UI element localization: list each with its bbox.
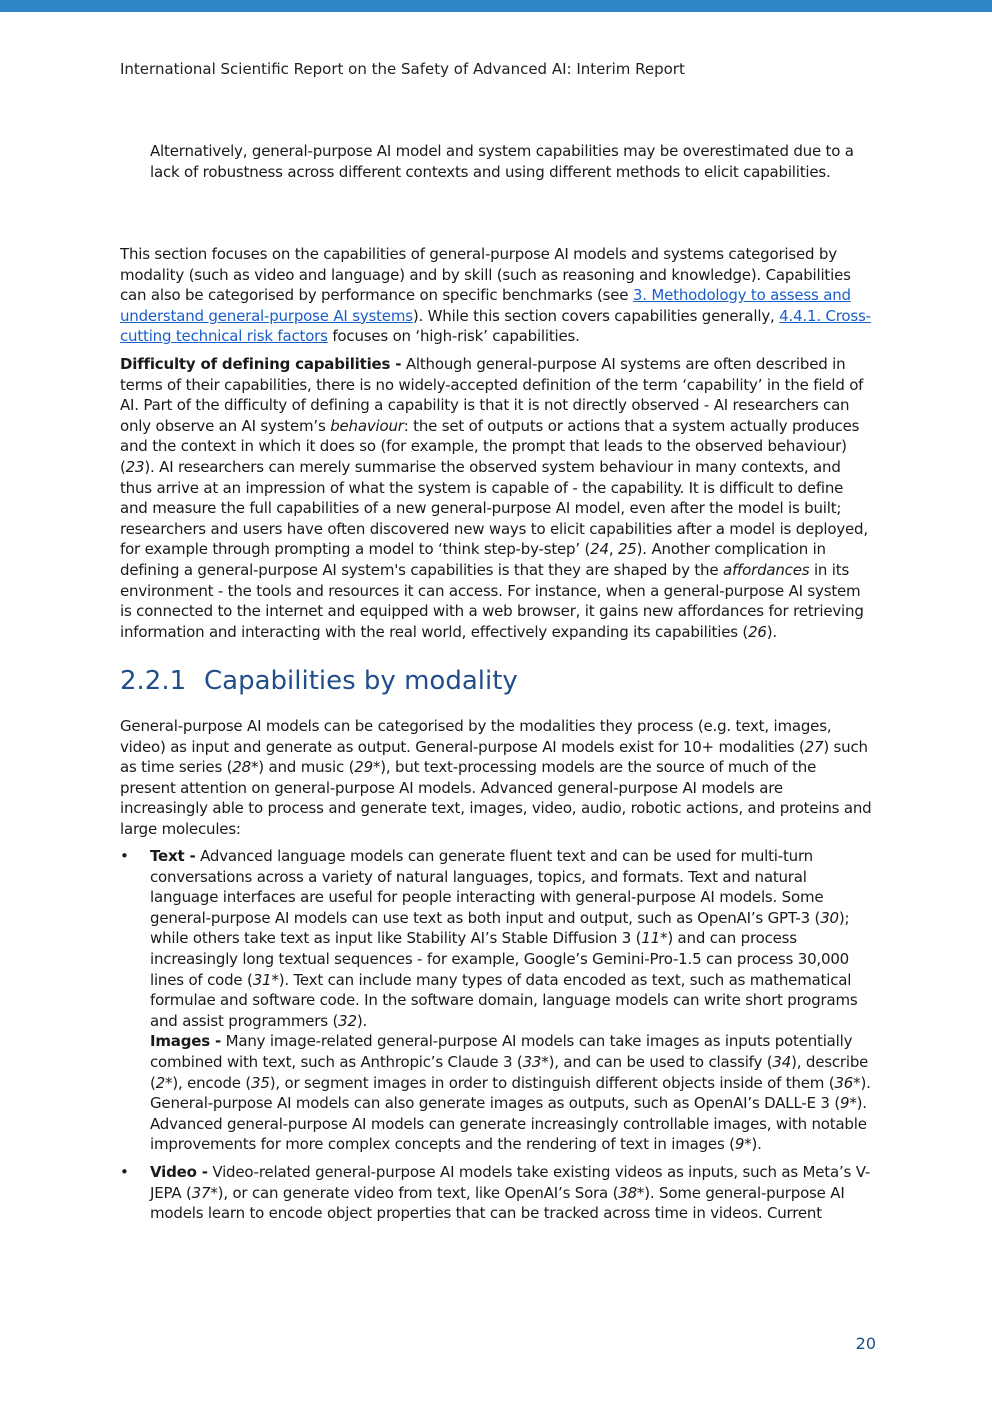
citation: 38* <box>618 1183 645 1202</box>
citation: 32 <box>338 1011 357 1030</box>
callout-text <box>150 141 872 182</box>
citation: 33* <box>522 1052 549 1071</box>
top-accent-bar <box>0 0 992 12</box>
images-label: Images - <box>150 1032 222 1051</box>
citation: 27 <box>804 737 824 756</box>
citation: 31* <box>252 970 279 989</box>
citation: 9* <box>839 1094 857 1113</box>
modality-paragraph: General-purpose AI models can be categorised by the modalities they process (e.g. text, images, video) as input and generate as output. General-purpose AI models exist for 10+ modalities (27) such as time series (28*) and music (29*), but text-processing models are the source of much of the present attention on general-purpose AI models. Advanced general-purpose AI models are increasingly able to process and generate text, images, video, audio, robotic actions, and proteins and large molecules: <box>120 717 872 838</box>
citation: 28* <box>232 758 259 777</box>
intro-paragraph: This section focuses on the capabilities of general-purpose AI models and systems categorised by modality (such as video and language) and by skill (such as reasoning and knowledge). Capabilities can also be categorised by performance on specific benchmarks (see 3. Methodology to assess and understand general-purpose AI systems). While this section covers capabilities generally, 4.4.1. Cross-cutting technical risk factors focuses on ‘high-risk’ capabilities. <box>120 245 871 346</box>
link-cross-cutting-risk-factors[interactable]: 4.4.1. Cross-cutting technical risk factors <box>120 306 871 346</box>
list-item-video: • Video - Video-related general-purpose AI models take existing videos as inputs, such as Meta’s V-JEPA (37*), or can generate video from text, like OpenAI’s Sora (38*). Some general-purpose AI models learn to encode object properties that can be tracked across time in videos. Current <box>120 1162 871 1223</box>
citation: 11* <box>641 929 668 948</box>
modality-list <box>120 846 872 1231</box>
citation: 2* <box>155 1073 173 1092</box>
citation: 25 <box>617 540 637 559</box>
callout-paragraph: Alternatively, general-purpose AI model and system capabilities may be overestimated due to a lack of robustness across different contexts and using different methods to elicit capabilities. <box>150 142 854 181</box>
citation: 35 <box>251 1073 270 1092</box>
citation: 30 <box>820 908 839 927</box>
difficulty-label: Difficulty of defining capabilities - <box>120 355 402 373</box>
citation: 24 <box>590 540 609 559</box>
bullet-icon: • <box>120 1162 129 1181</box>
link-methodology[interactable]: 3. Methodology to assess and understand general-purpose AI systems <box>120 286 851 325</box>
list-item-text: • Text - Advanced language models can generate fluent text and can be used for multi-turn conversations across a variety of natural languages, topics, and formats. Text and natural language interfaces are useful for people interacting with general-purpose AI models. Some general-purpose AI models can use text as both input and output, such as OpenAI’s GPT-3 (30); while others take text as input like Stability AI’s Stable Diffusion 3 (11*) and can process increasingly long textual sequences - for example, Google’s Gemini-Pro-1.5 can process 30,000 lines of code (31*). Text can include many types of data encoded as text, such as mathematical formulae and software code. In the software domain, language models can write short programs and assist programmers (32). Images - Many image-related general-purpose AI models can take images as inputs potentially combined with text, such as Anthropic’s Claude 3 (33*), and can be used to classify (34), describe (2*), encode (35), or segment images in order to distinguish different objects inside of them (36*). General-purpose AI models can also generate images as outputs, such as OpenAI’s DALL-E 3 (9*). Advanced general-purpose AI models can generate increasingly controllable images, with notable improvements for more complex concepts and the rendering of text in images (9*). <box>120 847 871 1154</box>
section-heading <box>120 666 518 696</box>
citation: 23 <box>125 457 145 476</box>
citation: 34 <box>772 1052 792 1071</box>
difficulty-paragraph: Difficulty of defining capabilities - Although general-purpose AI systems are often described in terms of their capabilities, there is no widely-accepted definition of the term ‘capability’ in the field of AI. Part of the difficulty of defining a capability is that it is not directly observed - AI researchers can only observe an AI system’s behaviour: the set of outputs or actions that a system actually produces and the context in which it does so (for example, the prompt that leads to the observed behaviour) (23). AI researchers can merely summarise the observed system behaviour in many contexts, and thus arrive at an impression of what the system is capable of - the capability. It is difficult to define and measure the full capabilities of a new general-purpose AI model, even after the model is built; researchers and users have often discovered new ways to elicit capabilities after a model is deployed, for example through prompting a model to ‘think step-by-step’ (24, 25). Another complication in defining a general-purpose AI system's capabilities is that they are shaped by the affordances in its environment - the tools and resources it can access. For instance, when a general-purpose AI system is connected to the internet and equipped with a web browser, it gains new affordances for retrieving information and interacting with the real world, effectively expanding its capabilities (26). <box>120 355 868 641</box>
section-number: 2.2.1 <box>120 666 187 696</box>
section-title: Capabilities by modality <box>204 666 518 696</box>
page-number: 20 <box>855 1334 876 1353</box>
bullet-icon: • <box>120 847 129 865</box>
citation: 26 <box>748 622 767 641</box>
running-header: International Scientific Report on the Safety of Advanced AI: Interim Report <box>120 60 685 78</box>
citation: 36* <box>834 1073 861 1092</box>
citation: 37* <box>191 1183 218 1202</box>
citation: 9* <box>734 1135 752 1154</box>
citation: 29* <box>354 758 381 777</box>
